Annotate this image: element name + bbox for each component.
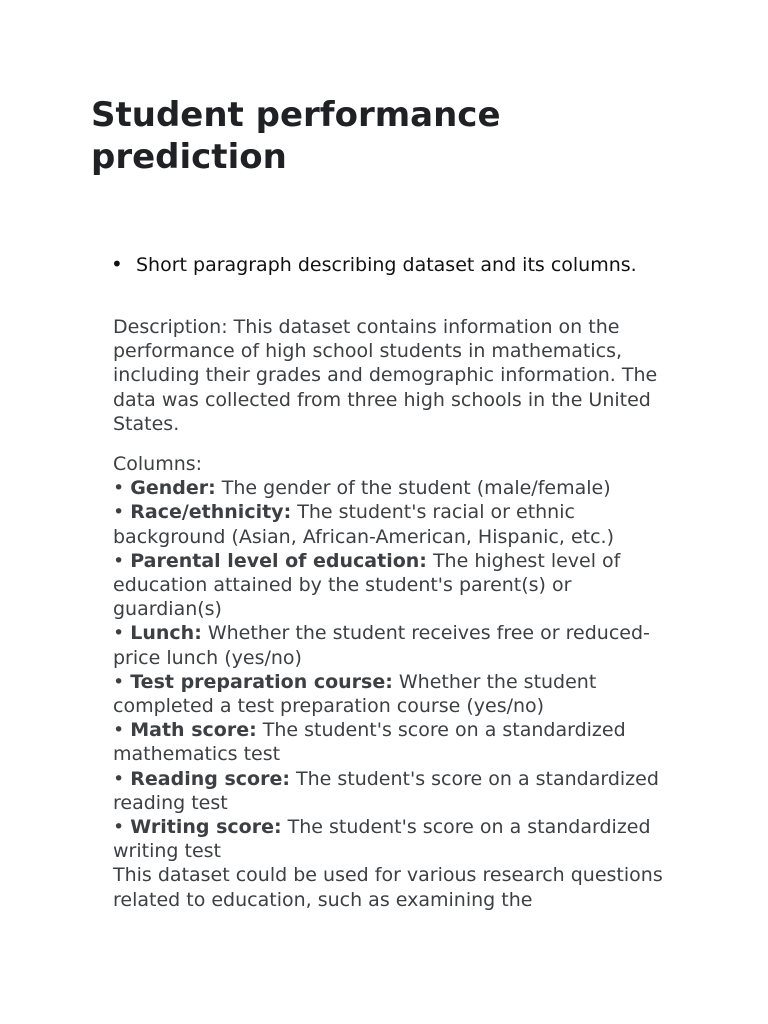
column-name: Parental level of education: <box>130 549 427 572</box>
dataset-description: Description: This dataset contains information on the performance of high school students in mathematics, including their grades and demographic information. The data was collected from three high schools in the United States. <box>113 316 658 435</box>
column-description: The student's racial or ethnic background (Asian, African-American, Hispanic, etc.) <box>113 501 614 548</box>
page-title: Student performance prediction <box>91 95 501 177</box>
column-description: Whether the student receives free or reduced-price lunch (yes/no) <box>113 622 650 669</box>
column-item-lunch: • Lunch: Whether the student receives free or reduced-price lunch (yes/no) <box>113 622 650 669</box>
columns-section <box>113 452 673 912</box>
columns-heading: Columns: <box>113 453 203 475</box>
column-name: Race/ethnicity: <box>130 501 292 524</box>
column-description: The student's score on a standardized writing test <box>113 816 651 863</box>
column-description: The gender of the student (male/female) <box>215 477 611 500</box>
column-item-gender: • Gender: The gender of the student (male/female) <box>113 477 611 500</box>
column-description: The student's score on a standardized reading test <box>113 767 659 814</box>
column-item-reading-score: • Reading score: The student's score on a standardized reading test <box>113 767 659 814</box>
bullet-icon: • <box>111 252 123 276</box>
column-name: Gender: <box>130 477 216 500</box>
column-item-writing-score: • Writing score: The student's score on a standardized writing test <box>113 816 651 863</box>
column-item-test-preparation: • Test preparation course: Whether the student completed a test preparation course (yes/no) <box>113 670 597 718</box>
column-name: Writing score: <box>130 816 282 839</box>
column-item-parental-education: • Parental level of education: The highest level of education attained by the student's parent(s) or guardian(s) <box>113 549 621 621</box>
summary-bullet <box>111 252 711 278</box>
column-description: The student's score on a standardized mathematics test <box>113 719 626 766</box>
column-description: Whether the student completed a test preparation course (yes/no) <box>113 670 597 718</box>
column-name: Test preparation course: <box>130 670 393 693</box>
closing-paragraph: This dataset could be used for various research questions related to education, such as examining the <box>113 864 663 911</box>
column-name: Reading score: <box>130 767 290 790</box>
column-item-race-ethnicity: • Race/ethnicity: The student's racial or ethnic background (Asian, African-American, Hispanic, etc.) <box>113 501 614 548</box>
column-description: The highest level of education attained by the student's parent(s) or guardian(s) <box>113 549 621 621</box>
column-name: Math score: <box>130 719 257 742</box>
column-item-math-score: • Math score: The student's score on a standardized mathematics test <box>113 719 626 766</box>
column-name: Lunch: <box>130 622 202 645</box>
summary-bullet-text: Short paragraph describing dataset and its columns. <box>136 254 637 276</box>
